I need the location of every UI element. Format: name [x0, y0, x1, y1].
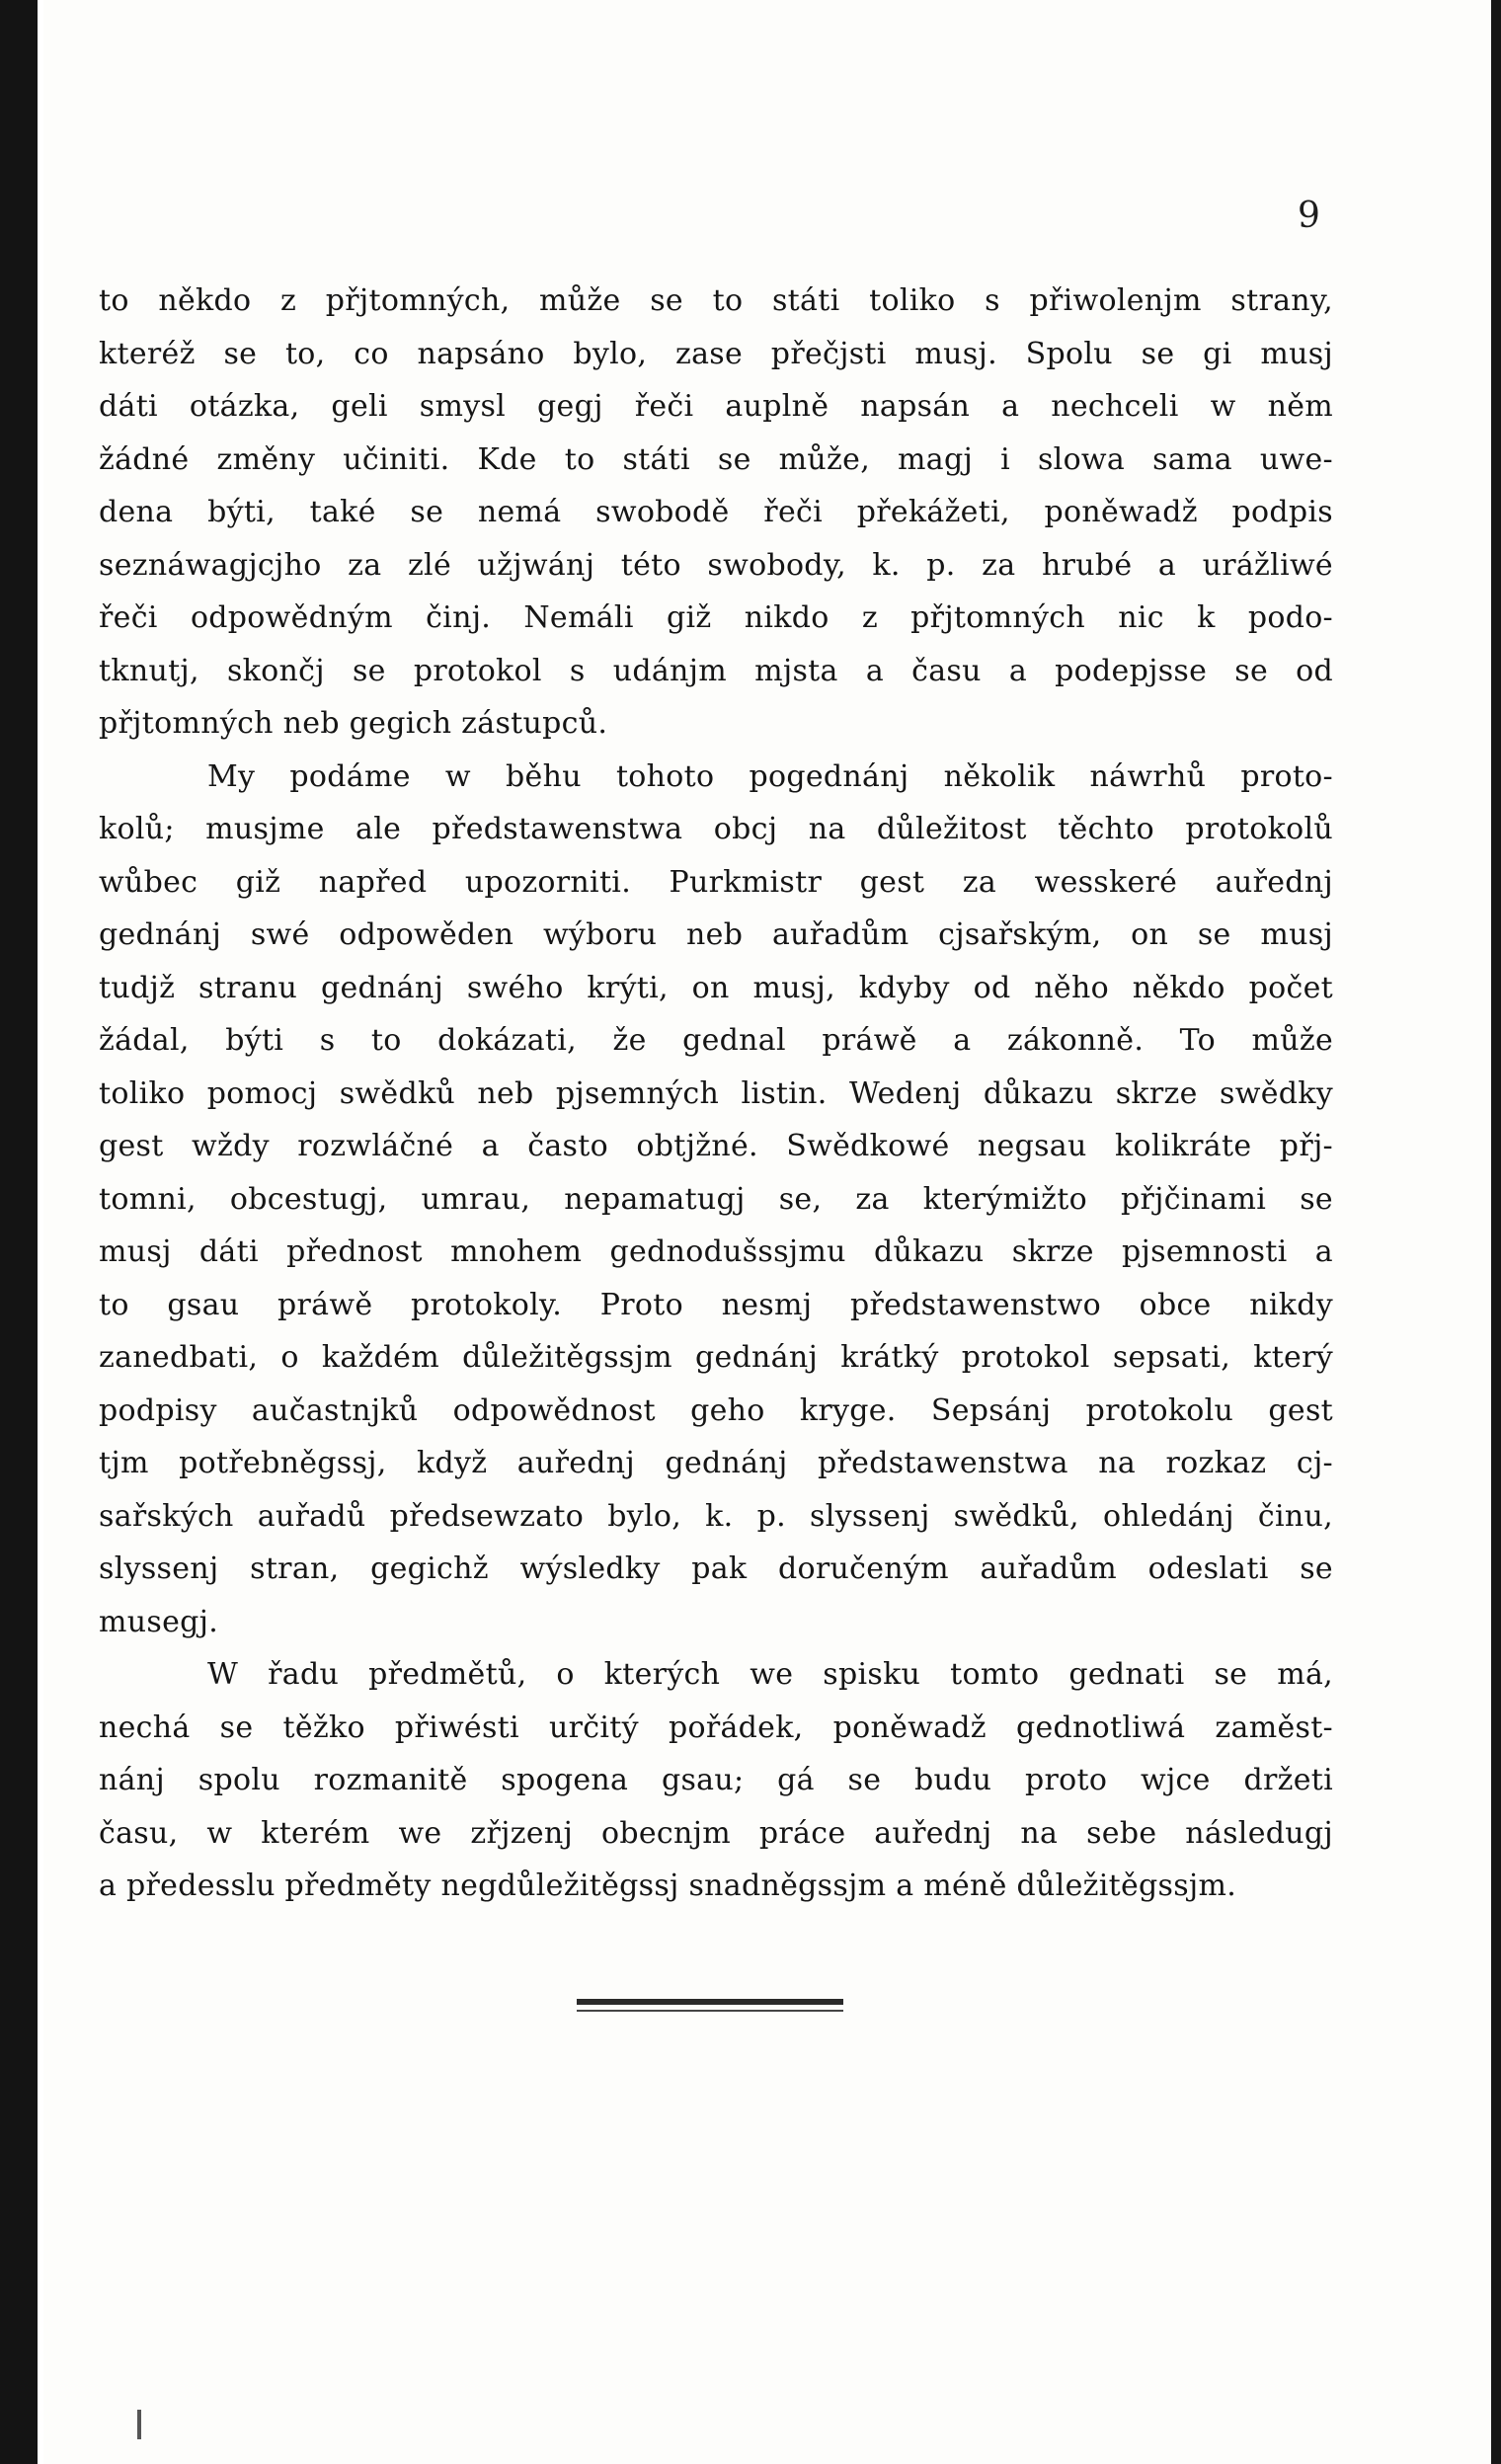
text-line: nechá se těžko přiwésti určitý pořádek, poněwadž gednotliwá zaměst- — [99, 1709, 1333, 1745]
section-divider-rule — [577, 1999, 843, 2005]
text-line: kteréž se to, co napsáno bylo, zase přečjsti musj. Spolu se gi musj — [99, 336, 1333, 371]
page-number: 9 — [1298, 196, 1320, 236]
text-line: tomni, obcestugj, umrau, nepamatugj se, za kterýmižto přjčinami se — [99, 1181, 1333, 1217]
text-line: řeči odpowědným činj. Nemáli giž nikdo z přjtomných nic k podo- — [99, 600, 1333, 635]
text-line: dáti otázka, geli smysl gegj řeči auplně napsán a nechceli w něm — [99, 389, 1333, 424]
text-line: gest wždy rozwláčné a často obtjžné. Swědkowé negsau kolikráte přj- — [99, 1129, 1333, 1163]
scan-border-right — [1491, 0, 1501, 2464]
text-line: tudjž stranu gednánj swého krýti, on musj, kdyby od něho někdo počet — [99, 970, 1333, 1005]
text-line: musegj. — [99, 1604, 219, 1639]
text-line: žádné změny učiniti. Kde to státi se může, magj i slowa sama uwe- — [99, 441, 1333, 477]
text-line: tknutj, skončj se protokol s udánjm mjsta a času a podepjsse se od — [99, 653, 1333, 688]
text-line: dena býti, také se nemá swobodě řeči překážeti, poněwadž podpis — [99, 495, 1333, 529]
text-line: přjtomných neb gegich zástupců. — [99, 706, 608, 741]
text-line: to gsau práwě protokoly. Proto nesmj předstawenstwo obce nikdy — [99, 1287, 1333, 1322]
text-line: a předesslu předměty negdůležitěgssj snadněgssjm a méně důležitěgssjm. — [99, 1868, 1237, 1903]
paragraph-start-line: My podáme w běhu tohoto pogednánj několik náwrhů proto- — [207, 758, 1333, 794]
text-line: sařských auřadů předsewzato bylo, k. p. slyssenj swědků, ohledánj činu, — [99, 1498, 1333, 1534]
text-line: to někdo z přjtomných, může se to státi toliko s přiwolenjm strany, — [99, 283, 1333, 318]
text-line: seznáwagjcjho za zlé užjwánj této swobody, k. p. za hrubé a urážliwé — [99, 547, 1333, 583]
text-line: žádal, býti s to dokázati, že gednal práwě a zákonně. To může — [99, 1023, 1333, 1058]
text-line: slyssenj stran, gegichž wýsledky pak doručeným auřadům odeslati se — [99, 1551, 1333, 1586]
body-text — [99, 275, 1333, 1913]
scan-speck — [137, 2410, 141, 2439]
text-line: nánj spolu rozmanitě spogena gsau; gá se budu proto wjce držeti — [99, 1763, 1333, 1797]
section-divider-thin-rule — [577, 2010, 843, 2012]
text-line: tjm potřebněgssj, když auřednj gednánj předstawenstwa na rozkaz cj- — [99, 1446, 1333, 1480]
text-line: wůbec giž napřed upozorniti. Purkmistr gest za wesskeré auřednj — [99, 864, 1333, 900]
text-line: času, w kterém we zřjzenj obecnjm práce auřednj na sebe následugj — [99, 1815, 1333, 1851]
text-line: musj dáti přednost mnohem gednodušssjmu důkazu skrze pjsemnosti a — [99, 1234, 1333, 1269]
text-line: podpisy aučastnjků odpowědnost geho kryge. Sepsánj protokolu gest — [99, 1392, 1333, 1428]
text-line: zanedbati, o každém důležitěgssjm gednánj krátký protokol sepsati, který — [99, 1340, 1333, 1375]
paragraph-start-line: W řadu předmětů, o kterých we spisku tomto gednati se má, — [207, 1657, 1333, 1692]
scan-border-left — [0, 0, 38, 2464]
text-line: gednánj swé odpowěden wýboru neb auřadům cjsařským, on se musj — [99, 917, 1333, 952]
text-line: kolů; musjme ale předstawenstwa obcj na důležitost těchto protokolů — [99, 812, 1333, 846]
text-line: toliko pomocj swědků neb pjsemných listin. Wedenj důkazu skrze swědky — [99, 1075, 1333, 1111]
book-page — [43, 0, 1491, 2464]
